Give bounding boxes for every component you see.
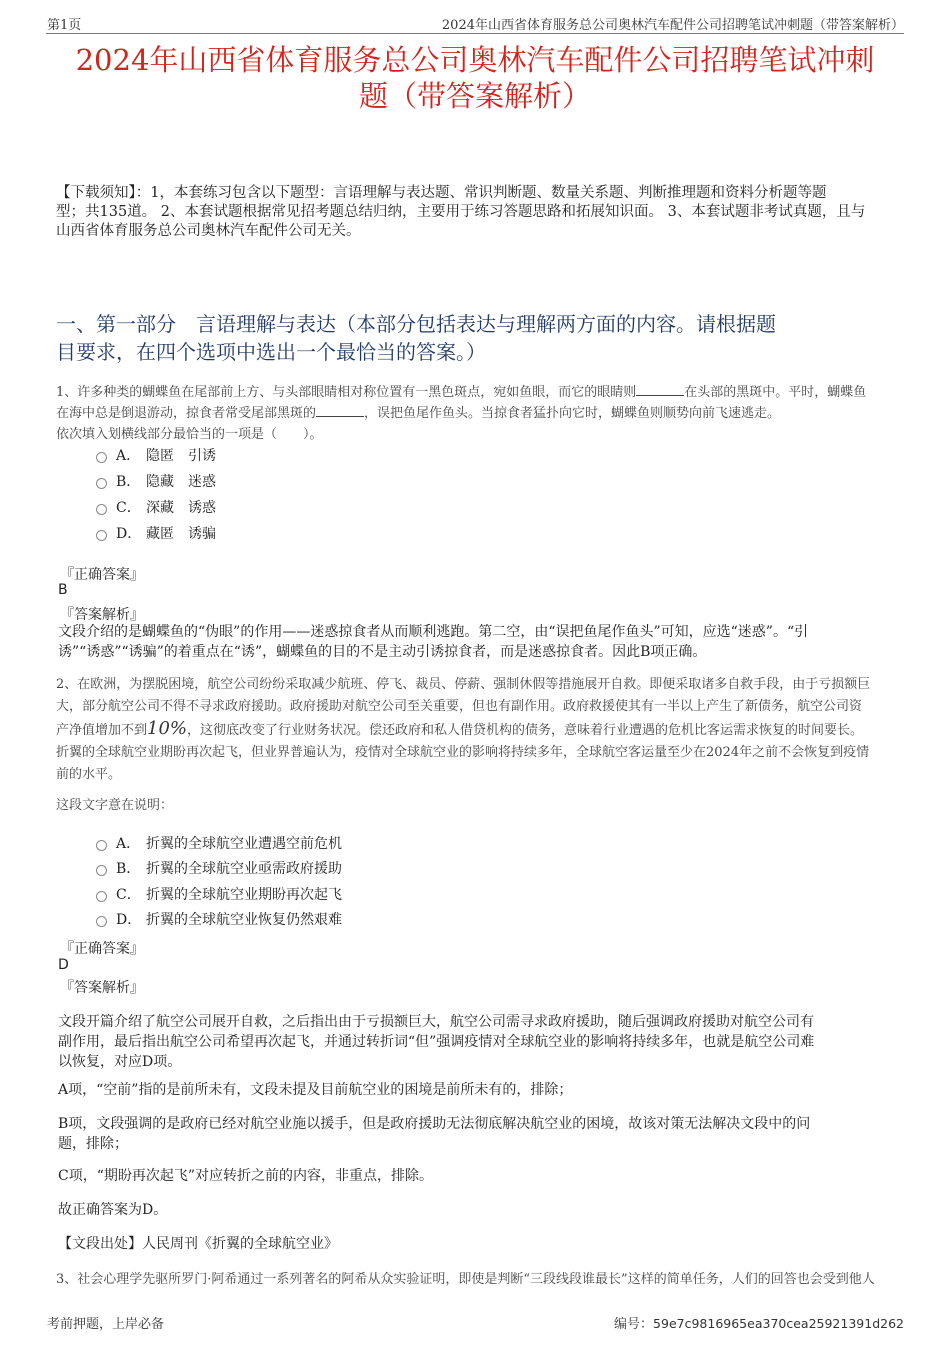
footer-code: 编号：59e7c9816965ea370cea25921391d262 — [614, 1316, 904, 1332]
question-1-stem: 1、许多种类的蝴蝶鱼在尾部前上方、与头部眼睛相对称位置有一黑色斑点，宛如鱼眼，而它的眼睛则 在头部的黑斑中。平时，蝴蝶鱼 在海中总是倒退游动，掠食者常受尾部黑斑的 ，误把鱼尾作鱼头。当掠食者猛扑向它时，蝴蝶鱼则顺势向前飞速逃走。 依次填入划横线部分最恰当的一项是（ ）。 — [56, 382, 904, 445]
q2-analysis-c: C项，“期盼再次起飞”对应转折之前的内容，非重点，排除。 — [58, 1168, 434, 1184]
notice-line: 山西省体育服务总公司奥林汽车配件公司无关。 — [56, 223, 361, 239]
q1-option-d[interactable]: D． 藏匿 诱骗 — [96, 523, 216, 543]
title-line-2: 题（带答案解析） — [358, 79, 591, 113]
section-heading — [56, 310, 906, 366]
document-id: 59e7c9816965ea370cea25921391d262 — [653, 1316, 904, 1331]
q2-conclusion: 故正确答案为D。 — [58, 1202, 168, 1218]
radio-icon[interactable] — [96, 891, 107, 902]
title-line-1: 2024年山西省体育服务总公司奥林汽车配件公司招聘笔试冲刺 — [75, 43, 875, 77]
q2-source: 【文段出处】人民周刊《折翼的全球航空业》 — [58, 1236, 338, 1252]
q1-answer-label: 『正确答案』 — [60, 567, 144, 583]
question-3-stem: 3、社会心理学先驱所罗门·阿希通过一系列著名的阿希从众实验证明，即使是判断“三段线段谁最长”这样的简单任务，人们的回答也会受到他人 — [56, 1272, 875, 1287]
q1-option-b[interactable]: B． 隐藏 迷惑 — [96, 471, 216, 491]
q2-answer-label: 『正确答案』 — [60, 941, 144, 957]
page-number: 第1页 — [47, 18, 82, 33]
radio-icon[interactable] — [96, 504, 107, 515]
q2-option-d[interactable]: D． 折翼的全球航空业恢复仍然艰难 — [96, 909, 342, 929]
q2-analysis-label: 『答案解析』 — [60, 980, 144, 996]
download-notice — [56, 184, 906, 241]
q2-option-c[interactable]: C． 折翼的全球航空业期盼再次起飞 — [96, 884, 342, 904]
q1-answer: B — [58, 582, 68, 598]
section-heading-line: 目要求，在四个选项中选出一个最恰当的答案。） — [56, 340, 486, 364]
fill-blank — [316, 403, 364, 417]
section-heading-line: 一、第一部分 言语理解与表达（本部分包括表达与理解两方面的内容。请根据题 — [56, 312, 776, 336]
q1-analysis-label: 『答案解析』 — [60, 607, 144, 623]
question-2-stem: 2、在欧洲，为摆脱困境，航空公司纷纷采取减少航班、停飞、裁员、停薪、强制休假等措施展开自救。即便采取诸多自救手段，由于亏损额巨 大，部分航空公司不得不寻求政府援助。政府援助对航空公司至关重要，但也有副作用。政府救援使其有一半以上产生了新债务，航空公司资 产净值增加不到10%，这彻底改变了行业财务状况。偿还政府和私人借贷机构的债务，意味着行业遭遇的危机比客运需求恢复的时间要长。 折翼的全球航空业期盼再次起飞，但业界普遍认为，疫情对全球航空业的影响将持续多年，全球航空客运量至少在2024年之前不会恢复到疫情 前的水平。 — [56, 677, 871, 782]
fill-blank — [636, 382, 684, 396]
q1-analysis: 文段介绍的是蝴蝶鱼的“伪眼”的作用——迷惑掠食者从而顺利逃跑。第二空，由“误把鱼尾作鱼头”可知，应选“迷惑”。“引 诱”“诱惑”“诱骗”的着重点在“诱”，蝴蝶鱼的目的不是主动引诱掠食者，而是迷惑掠食者。因此B项正确。 — [58, 624, 809, 660]
radio-icon[interactable] — [96, 865, 107, 876]
header-doc-title: 2024年山西省体育服务总公司奥林汽车配件公司招聘笔试冲刺题（带答案解析） — [441, 18, 904, 33]
radio-icon[interactable] — [96, 916, 107, 927]
radio-icon[interactable] — [96, 840, 107, 851]
q2-answer: D — [58, 957, 69, 973]
header-rule — [46, 33, 904, 34]
radio-icon[interactable] — [96, 452, 107, 463]
radio-icon[interactable] — [96, 478, 107, 489]
footer-slogan: 考前押题，上岸必备 — [47, 1317, 165, 1332]
percent-value: 10% — [147, 718, 188, 739]
page-title — [50, 42, 900, 114]
q2-analysis-a: A项，“空前”指的是前所未有，文段未提及目前航空业的困境是前所未有的，排除； — [58, 1082, 573, 1098]
q2-analysis-main: 文段开篇介绍了航空公司展开自救，之后指出由于亏损额巨大，航空公司需寻求政府援助，随后强调政府援助对航空公司有 副作用，最后指出航空公司希望再次起飞，并通过转折词“但”强调疫情对全球航空业的影响将持续多年，也就是航空公司难 以恢复，对应D项。 — [58, 1014, 815, 1070]
radio-icon[interactable] — [96, 530, 107, 541]
q1-option-c[interactable]: C． 深藏 诱惑 — [96, 497, 216, 517]
q1-option-a[interactable]: A． 隐匿 引诱 — [96, 445, 216, 465]
notice-line: 【下载须知】：1，本套练习包含以下题型：言语理解与表达题、常识判断题、数量关系题、判断推理题和资料分析题等题 — [56, 185, 827, 201]
notice-line: 型；共135道。 2、本套试题根据常见招考题总结归纳，主要用于练习答题思路和拓展知识面。 3、本套试题非考试真题，且与 — [56, 204, 866, 220]
q2-option-a[interactable]: A． 折翼的全球航空业遭遇空前危机 — [96, 833, 342, 853]
q2-analysis-b: B项，文段强调的是政府已经对航空业施以援手，但是政府援助无法彻底解决航空业的困境，故该对策无法解决文段中的问 题，排除； — [58, 1116, 811, 1152]
q2-option-b[interactable]: B． 折翼的全球航空业亟需政府援助 — [96, 858, 342, 878]
q2-prompt: 这段文字意在说明： — [56, 798, 174, 813]
